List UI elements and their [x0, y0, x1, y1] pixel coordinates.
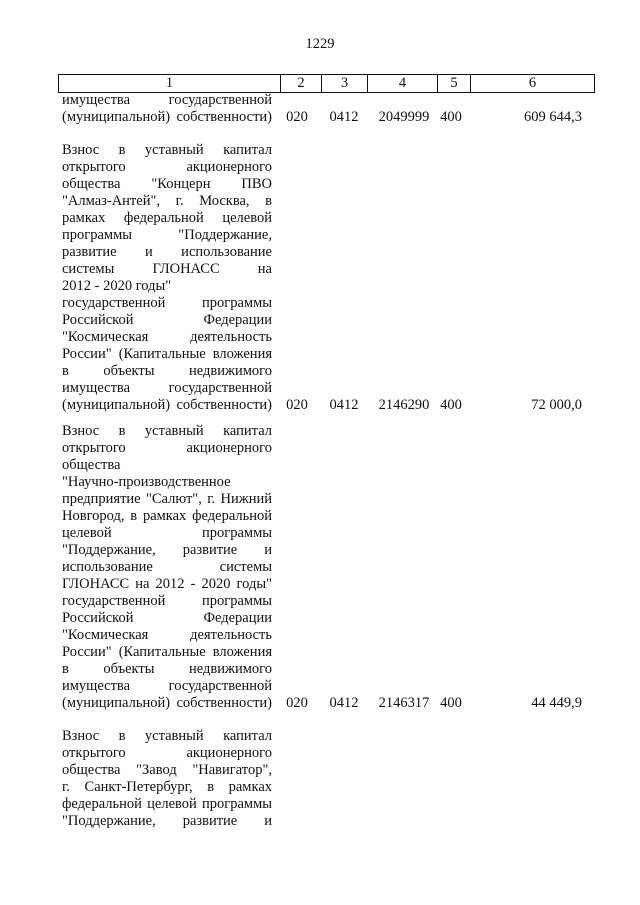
table-header: [58, 74, 595, 93]
row-description: [62, 142, 272, 414]
description-line: развитие и использование: [62, 244, 272, 260]
cell-c4: 2049999: [378, 109, 430, 125]
description-line: Российской Федерации: [62, 312, 272, 328]
cell-c3: 0412: [329, 695, 359, 711]
description-line: открытого акционерного: [62, 440, 272, 456]
description-line: федеральной целевой программы: [62, 796, 272, 812]
description-line: Новгород, в рамках федеральной: [62, 508, 272, 524]
cell-c5: 400: [440, 109, 462, 125]
header-col-3: 3: [322, 75, 368, 93]
description-line: "Алмаз-Антей", г. Москва, в: [62, 193, 272, 209]
description-line: общества: [62, 457, 121, 473]
description-line: ГЛОНАСС на 2012 - 2020 годы": [62, 576, 272, 592]
header-col-1: 1: [59, 75, 281, 93]
cell-c4: 2146317: [378, 695, 430, 711]
cell-c2: 020: [286, 109, 308, 125]
description-line: "Научно-производственное: [62, 474, 231, 490]
description-line: 2012 - 2020 годы": [62, 278, 172, 294]
cell-c6: 609 644,3: [524, 109, 582, 125]
description-line: "Поддержание, развитие и: [62, 813, 272, 829]
description-line: "Поддержание, развитие и: [62, 542, 272, 558]
description-line: России" (Капитальные вложения: [62, 644, 272, 660]
description-line: открытого акционерного: [62, 745, 272, 761]
description-line: (муниципальной) собственности): [62, 109, 272, 125]
cell-c5: 400: [440, 397, 462, 413]
cell-c2: 020: [286, 695, 308, 711]
header-col-4: 4: [368, 75, 438, 93]
description-line: (муниципальной) собственности): [62, 695, 272, 711]
description-line: Взнос в уставный капитал: [62, 728, 272, 744]
description-line: программы "Поддержание,: [62, 227, 272, 243]
cell-c5: 400: [440, 695, 462, 711]
cell-c3: 0412: [329, 109, 359, 125]
description-line: в объекты недвижимого: [62, 661, 272, 677]
cell-c6: 44 449,9: [531, 695, 582, 711]
cell-c2: 020: [286, 397, 308, 413]
description-line: системы ГЛОНАСС на: [62, 261, 272, 277]
description-line: предприятие "Салют", г. Нижний: [62, 491, 272, 507]
description-line: общества "Концерн ПВО: [62, 176, 272, 192]
description-line: государственной программы: [62, 593, 272, 609]
description-line: открытого акционерного: [62, 159, 272, 175]
description-line: рамках федеральной целевой: [62, 210, 272, 226]
description-line: Взнос в уставный капитал: [62, 423, 272, 439]
row-description: [62, 92, 272, 126]
row-description: [62, 423, 272, 712]
description-line: "Космическая деятельность: [62, 627, 272, 643]
cell-c6: 72 000,0: [531, 397, 582, 413]
description-line: в объекты недвижимого: [62, 363, 272, 379]
row-description: [62, 728, 272, 830]
page-number: 1229: [305, 36, 335, 52]
description-line: общества "Завод "Навигатор",: [62, 762, 272, 778]
description-line: целевой программы: [62, 525, 272, 541]
description-line: г. Санкт-Петербург, в рамках: [62, 779, 272, 795]
cell-c3: 0412: [329, 397, 359, 413]
description-line: "Космическая деятельность: [62, 329, 272, 345]
description-line: имущества государственной: [62, 92, 272, 108]
description-line: Взнос в уставный капитал: [62, 142, 272, 158]
description-line: имущества государственной: [62, 678, 272, 694]
description-line: (муниципальной) собственности): [62, 397, 272, 413]
description-line: Российской Федерации: [62, 610, 272, 626]
description-line: России" (Капитальные вложения: [62, 346, 272, 362]
header-col-2: 2: [281, 75, 322, 93]
description-line: государственной программы: [62, 295, 272, 311]
description-line: использование системы: [62, 559, 272, 575]
description-line: имущества государственной: [62, 380, 272, 396]
header-col-6: 6: [471, 75, 595, 93]
header-col-5: 5: [438, 75, 471, 93]
cell-c4: 2146290: [378, 397, 430, 413]
